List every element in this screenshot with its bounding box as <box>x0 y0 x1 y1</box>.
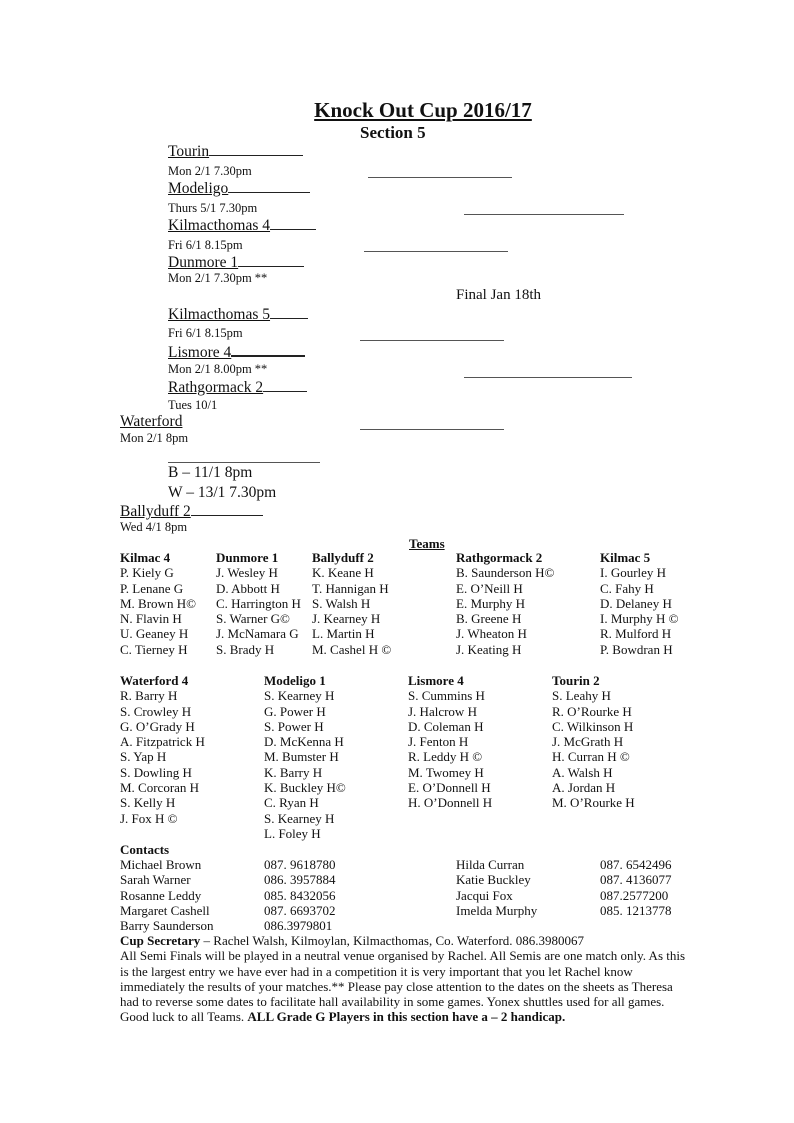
bracket-date: Wed 4/1 8pm <box>120 520 188 534</box>
contact-row <box>456 902 672 918</box>
player-item: M. Cashel H © <box>312 641 392 657</box>
contact-phone: 087. 6693702 <box>264 902 336 918</box>
player-item: S. Power H <box>264 718 324 734</box>
player-item: S. Brady H <box>216 641 275 657</box>
contacts-left <box>120 857 336 934</box>
contact-row <box>120 918 333 934</box>
footer-notes <box>120 933 690 1025</box>
player-item: J. Wesley H <box>216 565 278 581</box>
player-item: G. Power H <box>264 703 326 719</box>
team-name: Modeligo 1 <box>264 673 326 688</box>
team-list <box>456 550 554 657</box>
contact-phone: 087. 9618780 <box>264 857 336 872</box>
player-item: U. Geaney H <box>120 626 189 642</box>
team-list <box>264 673 346 841</box>
secretary-label: Cup Secretary <box>120 933 201 948</box>
bracket-date: Fri 6/1 8.15pm <box>168 326 243 340</box>
bracket-line <box>368 177 512 178</box>
player-item: M. Corcoran H <box>120 780 200 796</box>
player-item: N. Flavin H <box>120 611 182 627</box>
team-name: Kilmac 4 <box>120 550 171 565</box>
player-item: L. Martin H <box>312 626 375 642</box>
contact-name: Katie Buckley <box>456 872 531 888</box>
replay-b: B – 11/1 8pm <box>168 464 253 481</box>
contact-name: Margaret Cashell <box>120 902 210 918</box>
player-item: I. Gourley H <box>600 565 667 581</box>
bracket-line <box>364 251 508 252</box>
player-item: M. Bumster H <box>264 749 339 765</box>
contact-phone: 087. 4136077 <box>600 872 672 888</box>
contact-name: Barry Saunderson <box>120 918 214 934</box>
player-item: P. Bowdran H <box>600 641 673 657</box>
bracket-line <box>168 462 320 463</box>
player-item: J. Fox H © <box>120 810 178 826</box>
secretary-text: – Rachel Walsh, Kilmoylan, Kilmacthomas, Co. Waterford. 086.3980067 <box>200 933 585 948</box>
player-item: E. O’Neill H <box>456 580 523 596</box>
bracket-team-rathgormack-2: Rathgormack 2 <box>168 378 307 397</box>
contact-name: Imelda Murphy <box>456 902 538 918</box>
contact-row <box>120 902 336 918</box>
player-item: D. Delaney H <box>600 595 672 611</box>
player-item: M. Twomey H <box>408 764 484 780</box>
handicap-note: ALL Grade G Players in this section have a – 2 handicap. <box>247 1009 566 1025</box>
player-item: D. Coleman H <box>408 718 484 734</box>
player-item: J. McGrath H <box>552 734 624 750</box>
bracket-date: Fri 6/1 8.15pm <box>168 238 243 252</box>
team-list <box>408 673 492 811</box>
player-item: P. Kiely G <box>120 565 174 581</box>
section-title: Section 5 <box>360 123 426 142</box>
title-text: Knock Out Cup 2016/17 <box>314 98 532 122</box>
bracket-line <box>360 340 504 341</box>
player-item: L. Foley H <box>264 825 321 841</box>
player-item: R. O’Rourke H <box>552 703 632 719</box>
player-item: H. O’Donnell H <box>408 795 493 811</box>
contact-phone: 086.3979801 <box>264 918 333 934</box>
player-item: S. Crowley H <box>120 703 192 719</box>
page-title <box>0 98 794 123</box>
bracket-team-kilmacthomas-4: Kilmacthomas 4 <box>168 216 316 235</box>
team-name: Dunmore 1 <box>216 550 279 565</box>
player-item: J. Wheaton H <box>456 626 527 642</box>
bracket-date: Mon 2/1 7.30pm <box>168 164 252 178</box>
player-item: B. Saunderson H© <box>456 565 555 581</box>
replay-w: W – 13/1 7.30pm <box>168 484 277 501</box>
bracket-date: Mon 2/1 7.30pm ** <box>168 271 268 285</box>
player-item: A. Fitzpatrick H <box>120 734 205 750</box>
final-date: Final Jan 18th <box>456 287 541 303</box>
player-item: C. Harrington H <box>216 595 301 611</box>
player-item: D. McKenna H <box>264 734 344 750</box>
player-item: J. Halcrow H <box>408 703 477 719</box>
player-item: C. Wilkinson H <box>552 718 634 734</box>
player-item: E. Murphy H <box>456 595 525 611</box>
player-item: A. Walsh H <box>552 764 613 780</box>
notes-text: All Semi Finals will be played in a neutral venue organised by Rachel. All Semis are one match only. As this is the largest entry we have ever had in a competition it is very important that you let Rachel know immediately the results of your matches.** Please pay close attention to the dates on the sheets as Theresa had to reverse some dates to facilitate hall availability in some games. Yonex shuttles used for all games. Good luck to all Teams. <box>120 948 686 1025</box>
team-list <box>216 550 301 657</box>
bracket-line <box>464 214 624 215</box>
player-item: K. Buckley H© <box>264 780 346 796</box>
contact-name: Hilda Curran <box>456 857 525 872</box>
bracket-date: Tues 10/1 <box>168 398 218 412</box>
bracket-team-tourin: Tourin <box>168 142 303 161</box>
player-item: S. Dowling H <box>120 764 192 780</box>
player-item: S. Yap H <box>120 749 167 765</box>
player-item: S. Walsh H <box>312 595 371 611</box>
player-item: K. Barry H <box>264 764 323 780</box>
contact-phone: 085. 1213778 <box>600 902 672 918</box>
contact-phone: 086. 3957884 <box>264 872 336 888</box>
bracket-date: Mon 2/1 8pm <box>120 431 189 445</box>
player-item: S. Leahy H <box>552 688 611 704</box>
bracket-team-ballyduff-2: Ballyduff 2 <box>120 502 263 521</box>
team-name: Kilmac 5 <box>600 550 651 565</box>
contact-phone: 085. 8432056 <box>264 887 336 903</box>
contact-row <box>120 887 336 903</box>
contact-row <box>120 857 336 872</box>
player-item: J. Kearney H <box>312 611 381 627</box>
contact-row <box>456 887 669 903</box>
contact-phone: 087.2577200 <box>600 887 669 903</box>
player-item: P. Lenane G <box>120 580 184 596</box>
team-name: Rathgormack 2 <box>456 550 543 565</box>
team-name: Ballyduff 2 <box>312 550 374 565</box>
player-item: M. O’Rourke H <box>552 795 635 811</box>
player-item: C. Ryan H <box>264 795 319 811</box>
team-list <box>120 550 196 657</box>
player-item: H. Curran H © <box>552 749 630 765</box>
player-item: R. Mulford H <box>600 626 672 642</box>
teams-header: Teams <box>409 536 445 551</box>
team-list <box>552 673 635 811</box>
player-item: G. O’Grady H <box>120 718 195 734</box>
contact-row <box>456 857 672 872</box>
player-item: R. Leddy H © <box>408 749 483 765</box>
player-item: B. Greene H <box>456 611 522 627</box>
contact-name: Michael Brown <box>120 857 202 872</box>
player-item: E. O’Donnell H <box>408 780 491 796</box>
bracket-line <box>464 377 632 378</box>
contacts-header: Contacts <box>120 842 170 857</box>
player-item: S. Kelly H <box>120 795 176 811</box>
contact-row <box>120 872 336 888</box>
player-item: S. Kearney H <box>264 810 335 826</box>
player-item: K. Keane H <box>312 565 374 581</box>
team-list <box>600 550 678 657</box>
player-item: S. Kearney H <box>264 688 335 704</box>
bracket-team-waterford: Waterford <box>120 413 183 430</box>
contact-name: Sarah Warner <box>120 872 191 888</box>
player-item: J. Fenton H <box>408 734 469 750</box>
team-name: Lismore 4 <box>408 673 464 688</box>
player-item: M. Brown H© <box>120 595 196 611</box>
player-item: J. McNamara G <box>216 626 299 642</box>
team-list <box>120 673 205 826</box>
player-item: S. Cummins H <box>408 688 485 704</box>
bracket-date: Thurs 5/1 7.30pm <box>168 201 258 215</box>
bracket-team-kilmacthomas-5: Kilmacthomas 5 <box>168 305 308 324</box>
bracket-team-dunmore-1: Dunmore 1 <box>168 253 304 272</box>
bracket-date: Mon 2/1 8.00pm ** <box>168 362 268 376</box>
player-item: T. Hannigan H <box>312 580 389 596</box>
player-item: J. Keating H <box>456 641 522 657</box>
player-item: D. Abbott H <box>216 580 280 596</box>
contact-row <box>456 872 672 888</box>
contact-name: Jacqui Fox <box>456 887 513 903</box>
team-list <box>312 550 391 657</box>
team-name: Waterford 4 <box>120 673 189 688</box>
player-item: A. Jordan H <box>552 780 616 796</box>
contacts-right <box>456 857 672 918</box>
contact-phone: 087. 6542496 <box>600 857 672 872</box>
bracket-line <box>360 429 504 430</box>
player-item: S. Warner G© <box>216 611 290 627</box>
player-item: C. Fahy H <box>600 580 654 596</box>
player-item: R. Barry H <box>120 688 178 704</box>
player-item: C. Tierney H <box>120 641 188 657</box>
bracket-team-lismore-4: Lismore 4 <box>168 342 305 362</box>
bracket-team-modeligo: Modeligo <box>168 179 310 198</box>
player-item: I. Murphy H © <box>600 611 679 627</box>
team-name: Tourin 2 <box>552 673 600 688</box>
contact-name: Rosanne Leddy <box>120 887 202 903</box>
